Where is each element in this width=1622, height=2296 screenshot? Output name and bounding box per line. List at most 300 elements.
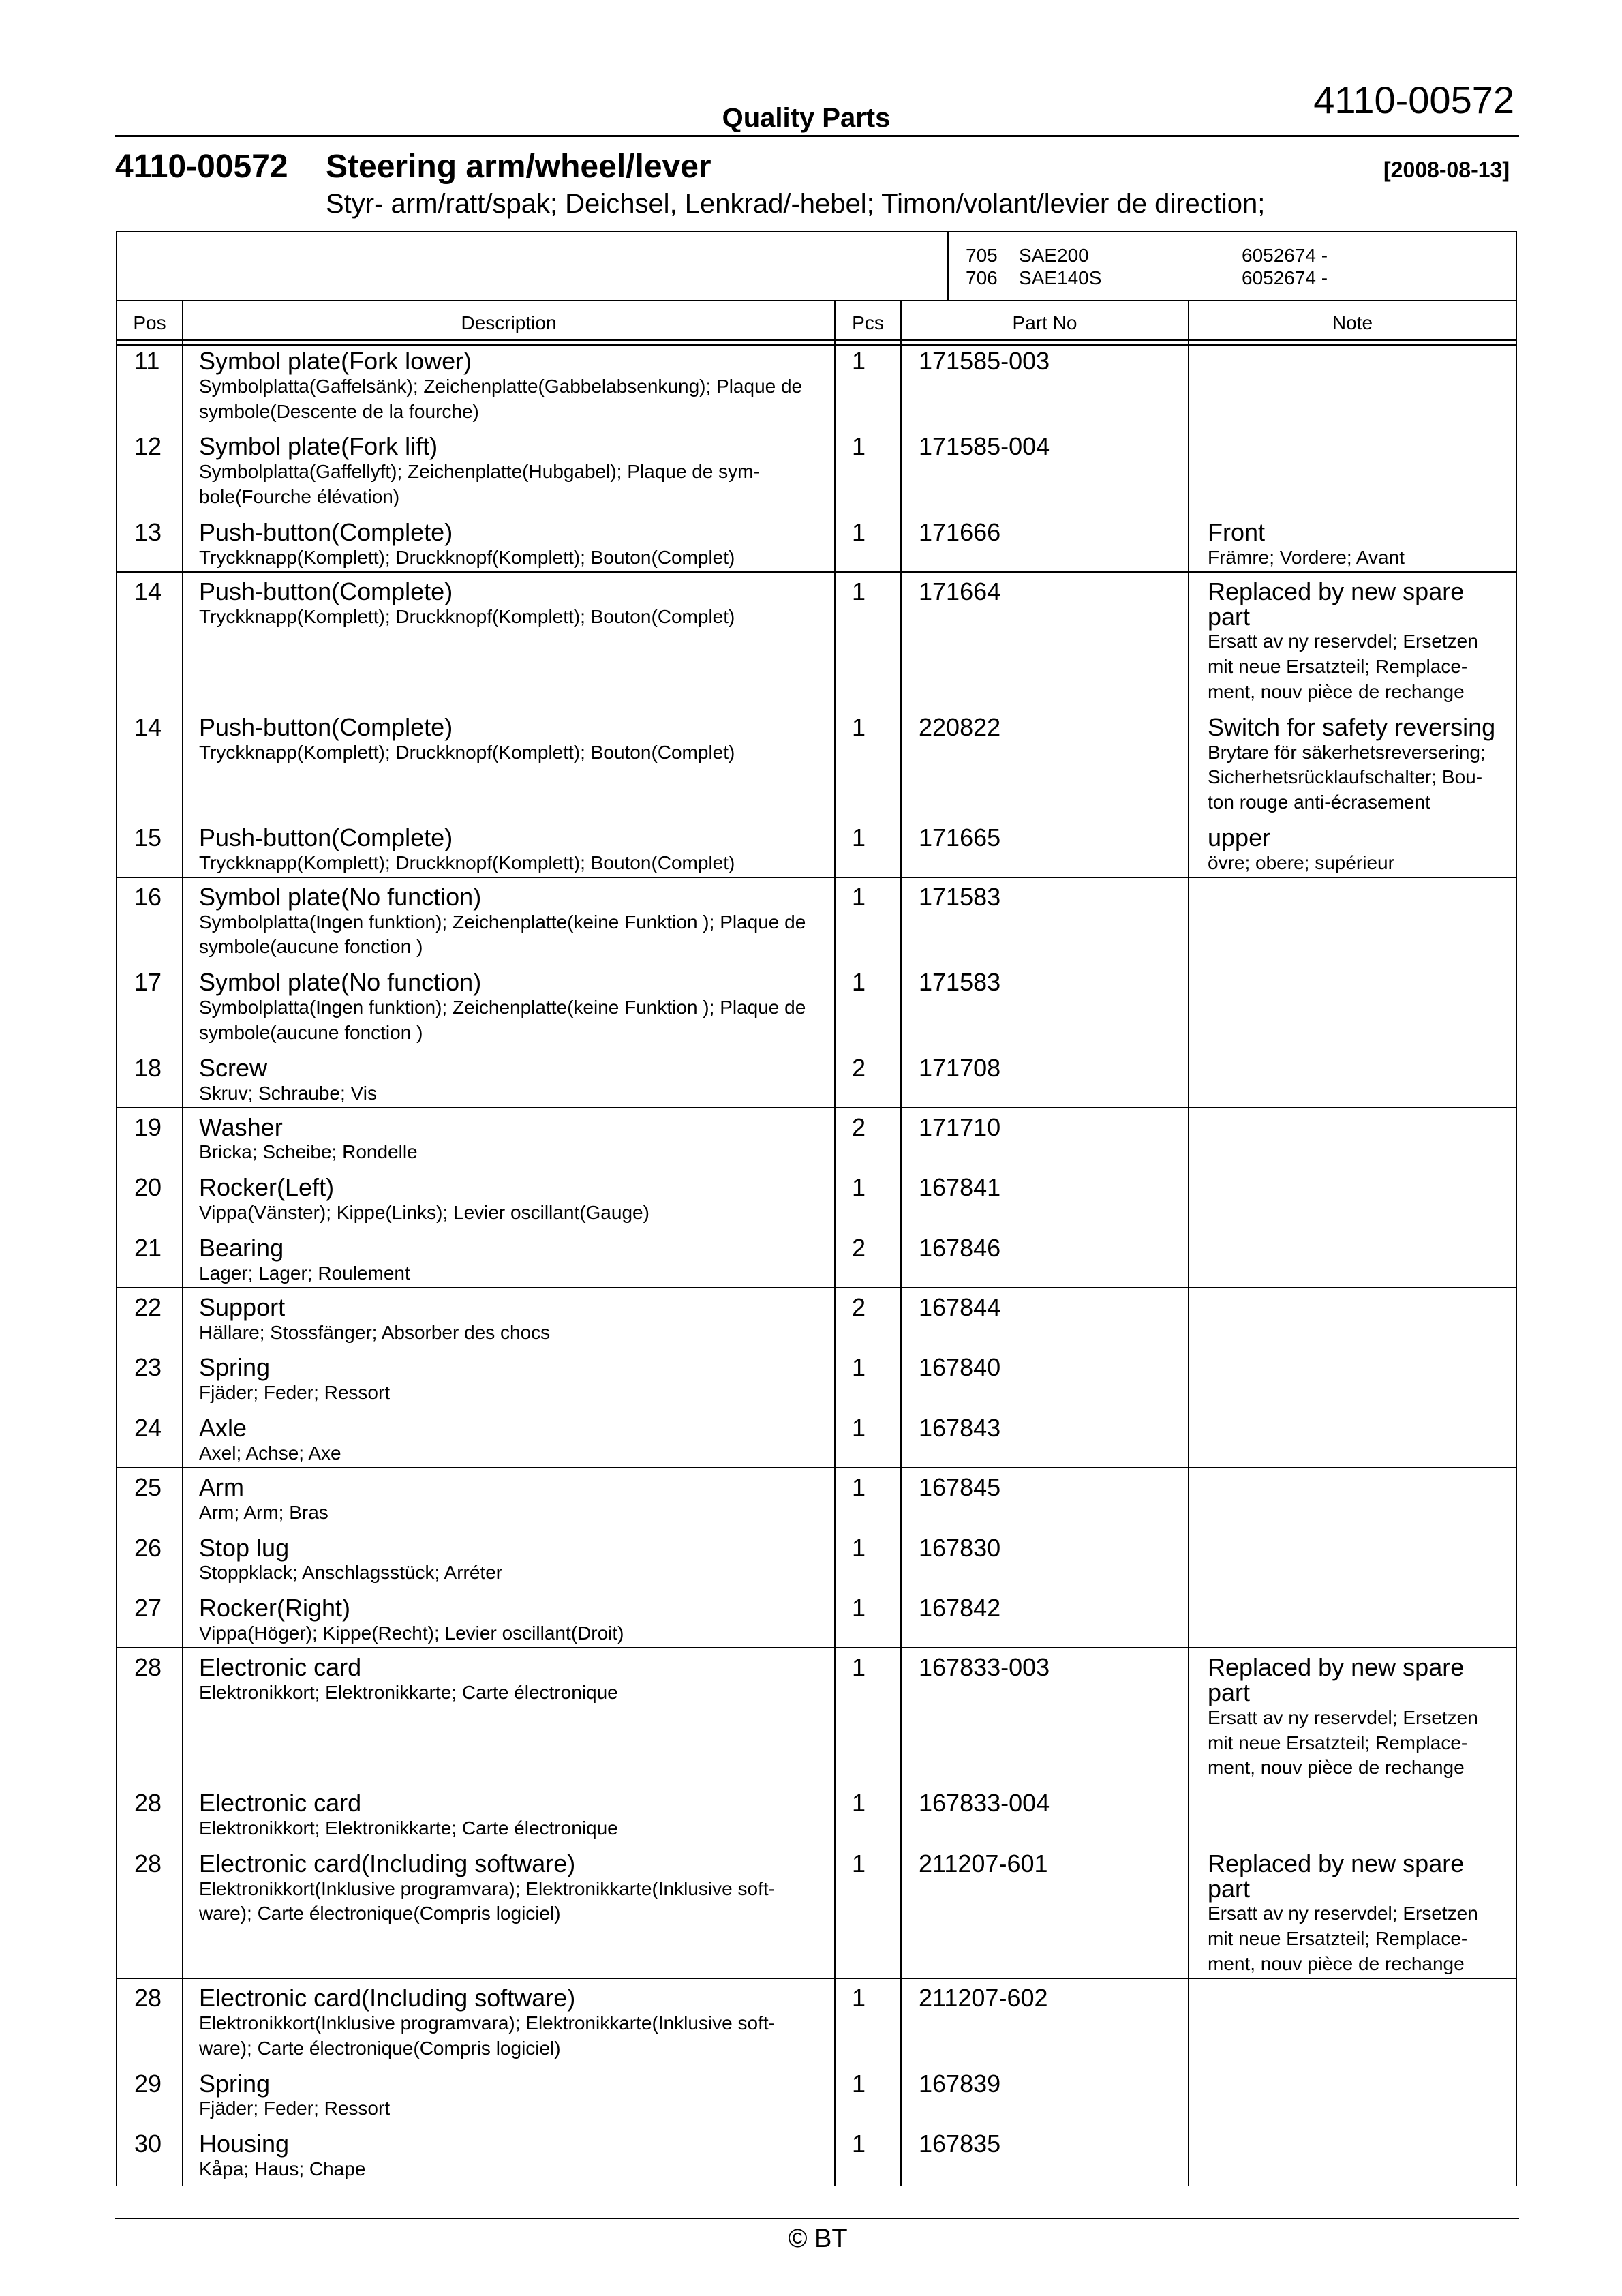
part-name: Symbol plate(Fork lower) [199,347,472,375]
part-row [117,2132,1516,2183]
pos-number: 13 [134,517,162,546]
model-code: 705 [966,245,998,266]
note-translation: övre; obere; supérieur [1208,851,1394,873]
pos-number: 11 [134,347,160,375]
part-no-cell [901,2132,1189,2182]
description-cell [183,1236,835,1286]
pos-number: 25 [134,1472,162,1501]
title-name: Steering arm/wheel/lever [326,149,711,185]
part-name-translation: Arm; Arm; Bras [199,1501,328,1523]
column-header-rule-lower [116,344,1517,346]
note-cell [1189,1475,1516,1526]
pcs-cell [835,826,901,876]
part-row [117,1986,1516,2071]
pos-number: 20 [134,1173,162,1202]
pos-number: 14 [134,712,162,741]
quantity: 1 [852,712,866,741]
part-no-cell [901,1533,1189,1586]
part-no-cell [901,882,1189,960]
part-name-translation: Symbolplatta(Ingen funktion); Zeichenplatte(keine Funktion ); Plaque de [199,911,806,933]
part-row [117,1533,1516,1597]
description-cell [183,1791,835,1841]
part-row [117,434,1516,519]
quantity: 1 [852,1533,866,1562]
pos-cell [117,1986,183,2061]
part-number: 171585-004 [919,432,1050,461]
part-row [117,1596,1516,1647]
page-doc-number: 4110-00572 [1313,78,1514,121]
quantity: 1 [852,1849,866,1877]
part-no-cell [901,1053,1189,1106]
pos-cell [117,1355,183,1406]
part-number: 171583 [919,882,1001,911]
part-number: 171710 [919,1113,1001,1141]
column-header-pcs: Pcs [852,312,884,333]
note-text: Replaced by new spare [1208,1849,1465,1877]
note-cell [1189,579,1516,705]
part-group [117,1288,1516,1468]
part-number: 167846 [919,1234,1001,1263]
note-translation: Ersatt av ny reservdel; Ersetzen [1208,1903,1478,1924]
pos-cell [117,2069,183,2122]
note-cell [1189,1986,1516,2061]
part-group [117,1468,1516,1648]
pos-cell [117,579,183,705]
column-header-description: Description [461,312,557,333]
description-cell [183,1533,835,1586]
pos-number: 28 [134,1653,162,1682]
part-name-translation: Elektronikkort(Inklusive programvara); Elektronikkarte(Inklusive soft- [199,2012,775,2034]
description-cell [183,1416,835,1466]
quantity: 2 [852,1234,866,1263]
part-name-translation: Vippa(Höger); Kippe(Recht); Levier oscillant(Droit) [199,1622,624,1644]
model-box-divider [947,232,949,301]
note-text: Replaced by new spare [1208,577,1465,605]
part-name: Rocker(Left) [199,1173,335,1202]
part-name: Push-button(Complete) [199,824,453,852]
description-cell [183,579,835,705]
part-row [117,1236,1516,1287]
note-text: part [1208,1874,1251,1903]
part-number: 171664 [919,577,1001,605]
pcs-cell [835,2069,901,2122]
quantity: 1 [852,2130,866,2158]
description-cell [183,1295,835,1346]
pos-number: 22 [134,1293,162,1321]
pos-number: 17 [134,968,162,997]
part-group [117,346,1516,573]
quantity: 1 [852,1353,866,1382]
part-name: Washer [199,1113,283,1141]
part-no-cell [901,1115,1189,1166]
part-row [117,1355,1516,1416]
part-row [117,712,1516,826]
pcs-cell [835,1175,901,1226]
note-cell [1189,1791,1516,1841]
description-cell [183,1175,835,1226]
pos-number: 29 [134,2069,162,2098]
note-cell [1189,2072,1516,2122]
pos-number: 19 [134,1113,162,1141]
model-serial: 6052674 - [1242,267,1328,288]
quantity: 1 [852,1414,866,1442]
part-row [117,970,1516,1055]
pos-cell [117,1416,183,1466]
part-row [117,1472,1516,1536]
pos-number: 27 [134,1594,162,1622]
pcs-cell [835,1849,901,1977]
note-translation: Sicherhetsrücklaufschalter; Bou- [1208,766,1483,788]
pos-number: 30 [134,2130,162,2158]
part-name: Support [199,1293,286,1321]
pcs-cell [835,517,901,571]
quantity: 1 [852,2069,866,2098]
note-cell [1189,1295,1516,1346]
part-name-translation: Symbolplatta(Gaffellyft); Zeichenplatte(Hubgabel); Plaque de sym- [199,461,760,483]
description-cell [183,1355,835,1406]
note-translation: ment, nouv pièce de rechange [1208,1757,1465,1779]
pcs-cell [835,1596,901,1646]
note-text: upper [1208,824,1271,852]
note-cell [1189,1596,1516,1646]
part-number: 211207-601 [919,1849,1048,1877]
part-name: Housing [199,2130,290,2158]
part-row [117,1295,1516,1356]
part-name-translation: Lager; Lager; Roulement [199,1262,410,1284]
part-row [117,579,1516,715]
part-row [117,826,1516,877]
description-cell [183,1986,835,2061]
part-name-translation: Kåpa; Haus; Chape [199,2158,366,2180]
part-number: 171666 [919,517,1001,546]
note-cell [1189,1355,1516,1406]
part-name: Spring [199,2069,271,2098]
note-cell [1189,1236,1516,1286]
note-cell [1189,349,1516,424]
part-row [117,882,1516,970]
part-name-translation: Tryckknapp(Komplett); Druckknopf(Komplett); Bouton(Complet) [199,851,735,873]
model-list [966,244,1328,289]
part-name-translation: Bricka; Scheibe; Rondelle [199,1141,418,1163]
part-no-cell [901,1986,1189,2061]
pos-number: 28 [134,1849,162,1877]
pos-cell [117,1115,183,1166]
table-top-border [116,231,1517,232]
note-translation: ment, nouv pièce de rechange [1208,680,1465,702]
quantity: 1 [852,517,866,546]
pos-cell [117,970,183,1045]
part-number: 211207-602 [919,1984,1048,2012]
pcs-cell [835,1236,901,1286]
part-number: 171585-003 [919,347,1050,375]
part-name: Axle [199,1414,247,1442]
part-name-translation: Tryckknapp(Komplett); Druckknopf(Komplett); Bouton(Complet) [199,741,735,763]
part-no-cell [901,517,1189,571]
note-cell [1189,1655,1516,1781]
pcs-cell [835,882,901,960]
description-cell [183,1115,835,1166]
part-number: 167833-004 [919,1789,1050,1817]
part-no-cell [901,349,1189,424]
part-group [117,1979,1516,2183]
part-row [117,1115,1516,1176]
part-name-translation: Fjäder; Feder; Ressort [199,2098,391,2119]
note-cell [1189,712,1516,815]
part-name: Symbol plate(No function) [199,968,482,997]
part-name-translation: Elektronikkort(Inklusive programvara); Elektronikkarte(Inklusive soft- [199,1877,775,1899]
model-box-bottom-border [116,300,1517,301]
quantity: 2 [852,1113,866,1141]
pos-cell [117,1053,183,1106]
pos-cell [117,1175,183,1226]
pos-cell [117,1596,183,1646]
note-translation: ton rouge anti-écrasement [1208,791,1430,813]
note-translation: mit neue Ersatzteil; Remplace- [1208,656,1468,678]
pcs-cell [835,1986,901,2061]
quantity: 1 [852,1984,866,2012]
model-serial: 6052674 - [1242,245,1328,266]
part-group [117,1648,1516,1979]
model-code: 706 [966,267,998,288]
part-number: 220822 [919,712,1001,741]
note-translation: Främre; Vordere; Avant [1208,546,1405,568]
part-name-translation: Hällare; Stossfänger; Absorber des chocs [199,1321,551,1343]
part-name: Electronic card(Including software) [199,1984,576,2012]
part-name-translation: Skruv; Schraube; Vis [199,1082,377,1104]
part-name: Symbol plate(Fork lift) [199,432,438,461]
note-text: part [1208,1678,1251,1706]
note-text: part [1208,602,1251,631]
note-cell [1189,517,1516,571]
copyright: © BT [788,2224,848,2253]
pos-cell [117,1791,183,1841]
part-name: Electronic card [199,1789,362,1817]
part-number: 167842 [919,1594,1001,1622]
part-number: 167835 [919,2130,1001,2158]
pcs-cell [835,1295,901,1346]
part-name-translation: Tryckknapp(Komplett); Druckknopf(Komplett); Bouton(Complet) [199,546,735,568]
pcs-cell [835,1416,901,1466]
pos-number: 23 [134,1353,162,1382]
part-no-cell [901,1472,1189,1526]
pos-cell [117,1849,183,1977]
pos-number: 28 [134,1789,162,1817]
description-cell [183,882,835,960]
part-number: 167841 [919,1173,1001,1202]
revision-date: [2008-08-13] [1383,157,1510,182]
part-row [117,1791,1516,1852]
part-no-cell [901,970,1189,1045]
part-name-translation: symbole(aucune fonction ) [199,1021,423,1043]
part-row [117,1175,1516,1236]
footer-rule [115,2218,1519,2219]
part-name: Spring [199,1353,271,1382]
quantity: 1 [852,824,866,852]
pos-number: 28 [134,1984,162,2012]
pcs-cell [835,1053,901,1106]
part-no-cell [901,2069,1189,2122]
pos-cell [117,1655,183,1781]
description-cell [183,349,835,424]
note-translation: Ersatt av ny reservdel; Ersetzen [1208,631,1478,652]
part-no-cell [901,826,1189,876]
pos-cell [117,517,183,571]
part-no-cell [901,1655,1189,1781]
part-row [117,517,1516,571]
pcs-cell [835,1472,901,1526]
title-part-number: 4110-00572 [115,149,288,185]
pcs-cell [835,349,901,424]
note-cell [1189,434,1516,509]
description-cell [183,1849,835,1977]
note-text: Replaced by new spare [1208,1653,1465,1682]
note-cell [1189,826,1516,876]
quantity: 1 [852,577,866,605]
pos-cell [117,712,183,815]
pos-cell [117,826,183,876]
part-name: Screw [199,1053,268,1082]
part-no-cell [901,1416,1189,1466]
part-row [117,1849,1516,1978]
pos-cell [117,1295,183,1346]
pcs-cell [835,1115,901,1166]
pos-number: 26 [134,1533,162,1562]
part-number: 171708 [919,1053,1001,1082]
column-header-pos: Pos [133,312,166,333]
pos-number: 24 [134,1414,162,1442]
parts-table-body [117,346,1516,2183]
part-number: 167843 [919,1414,1001,1442]
header-rule [115,135,1519,137]
pcs-cell [835,712,901,815]
part-group [117,573,1516,878]
quantity: 1 [852,1594,866,1622]
quantity: 2 [852,1053,866,1082]
part-name-translation: Tryckknapp(Komplett); Druckknopf(Komplett); Bouton(Complet) [199,605,735,627]
part-name: Symbol plate(No function) [199,882,482,911]
part-name-translation: Axel; Achse; Axe [199,1442,341,1464]
description-cell [183,1053,835,1106]
note-cell [1189,1536,1516,1586]
column-header-note: Note [1332,312,1373,333]
pos-cell [117,882,183,960]
quantity: 2 [852,1293,866,1321]
description-cell [183,2132,835,2182]
model-row [966,267,1328,289]
part-name-translation: Elektronikkort; Elektronikkarte; Carte électronique [199,1817,618,1839]
part-row [117,1053,1516,1107]
pos-number: 15 [134,824,162,852]
part-name: Electronic card(Including software) [199,1849,576,1877]
quantity: 1 [852,1789,866,1817]
part-row [117,1416,1516,1467]
part-name: Rocker(Right) [199,1594,351,1622]
description-cell [183,712,835,815]
quantity: 1 [852,882,866,911]
note-cell [1189,1416,1516,1466]
part-name: Push-button(Complete) [199,712,453,741]
part-name-translation: bole(Fourche élévation) [199,486,400,508]
part-name-translation: symbole(Descente de la fourche) [199,400,479,422]
column-header-row [117,304,1516,342]
description-cell [183,1596,835,1646]
part-number: 167830 [919,1533,1001,1562]
quantity: 1 [852,1472,866,1501]
quantity: 1 [852,1173,866,1202]
model-row [966,244,1328,267]
description-cell [183,1472,835,1526]
pcs-cell [835,1533,901,1586]
part-name: Push-button(Complete) [199,577,453,605]
part-number: 171583 [919,968,1001,997]
part-name-translation: Vippa(Vänster); Kippe(Links); Levier oscillant(Gauge) [199,1202,649,1224]
part-no-cell [901,434,1189,509]
part-no-cell [901,1849,1189,1977]
part-name-translation: Stoppklack; Anschlagsstück; Arréter [199,1562,503,1584]
description-cell [183,517,835,571]
pcs-cell [835,579,901,705]
pos-cell [117,434,183,509]
quantity: 1 [852,347,866,375]
model-name: SAE200 [1019,245,1089,266]
part-name-translation: Symbolplatta(Ingen funktion); Zeichenplatte(keine Funktion ); Plaque de [199,997,806,1018]
pcs-cell [835,1355,901,1406]
description-cell [183,970,835,1045]
part-name: Bearing [199,1234,284,1263]
part-group [117,1108,1516,1288]
pos-cell [117,1236,183,1286]
note-text: Switch for safety reversing [1208,712,1496,741]
note-translation: Ersatt av ny reservdel; Ersetzen [1208,1706,1478,1728]
pcs-cell [835,970,901,1045]
part-no-cell [901,1175,1189,1226]
quantity: 1 [852,1653,866,1682]
part-no-cell [901,712,1189,815]
note-cell [1189,1175,1516,1226]
pcs-cell [835,1791,901,1841]
note-cell [1189,1115,1516,1166]
part-no-cell [901,1791,1189,1841]
pcs-cell [835,1655,901,1781]
pos-cell [117,1472,183,1526]
title-translations: Styr- arm/ratt/spak; Deichsel, Lenkrad/-hebel; Timon/volant/levier de direction; [326,189,1266,219]
part-name-translation: Elektronikkort; Elektronikkarte; Carte électronique [199,1681,618,1703]
note-translation: Brytare för säkerhetsreversering; [1208,741,1486,763]
part-no-cell [901,1596,1189,1646]
part-name: Stop lug [199,1533,290,1562]
description-cell [183,826,835,876]
part-number: 167839 [919,2069,1001,2098]
part-number: 167845 [919,1472,1001,1501]
part-row [117,349,1516,434]
part-no-cell [901,1236,1189,1286]
part-no-cell [901,579,1189,705]
part-name-translation: symbole(aucune fonction ) [199,936,423,958]
pos-number: 12 [134,432,162,461]
note-translation: mit neue Ersatzteil; Remplace- [1208,1928,1468,1950]
part-no-cell [901,1355,1189,1406]
quantity: 1 [852,968,866,997]
pcs-cell [835,2132,901,2182]
part-number: 167844 [919,1293,1001,1321]
pos-cell [117,349,183,424]
pos-number: 18 [134,1053,162,1082]
note-cell [1189,1849,1516,1977]
part-number: 167833-003 [919,1653,1050,1682]
description-cell [183,2069,835,2122]
pos-number: 21 [134,1234,162,1263]
part-group [117,878,1516,1108]
